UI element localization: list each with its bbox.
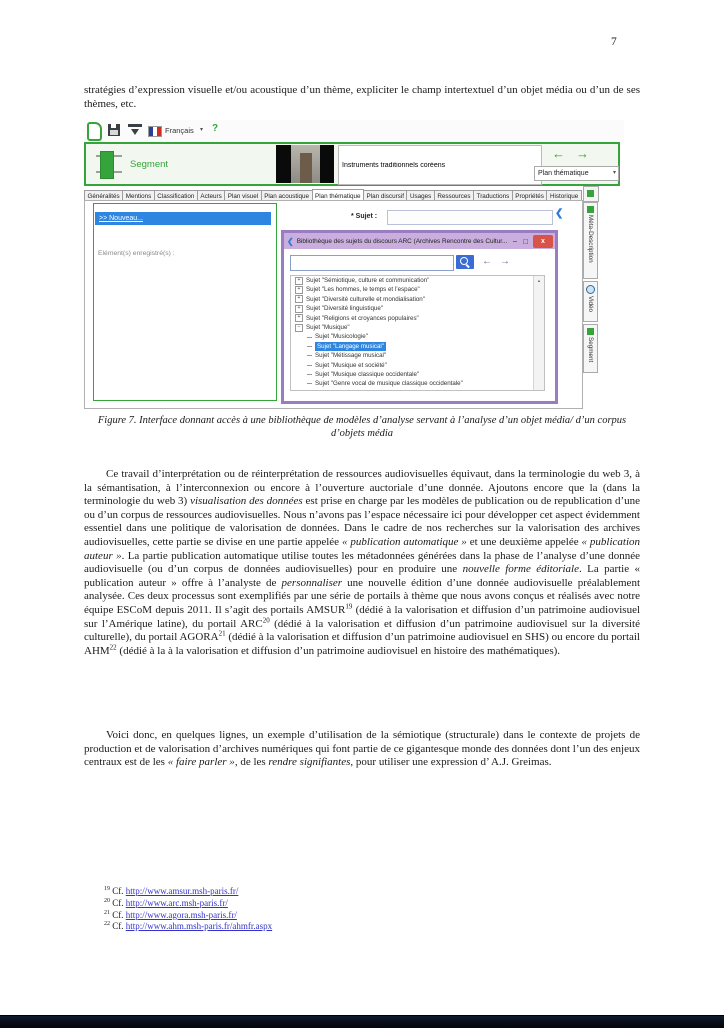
- tab-plan-discursif[interactable]: Plan discursif: [363, 190, 407, 204]
- search-icon: [460, 257, 468, 265]
- sujet-input[interactable]: [387, 210, 553, 225]
- footnote-link[interactable]: http://www.amsur.msh-paris.fr/: [125, 886, 239, 896]
- next-segment-button[interactable]: →: [576, 146, 589, 161]
- segment-tab-icon: [587, 328, 594, 335]
- scroll-up-icon[interactable]: ▲: [537, 278, 541, 283]
- app-toolbar: [84, 120, 624, 142]
- plan-dropdown[interactable]: Plan thématique ▾: [534, 166, 619, 181]
- paragraph-intro: stratégies d’expression visuelle et/ou acoustique d’un thème, expliciter le champ intertextuel d’un objet média ou d’un de ses thèmes, etc.: [84, 84, 640, 110]
- meta-corner-icon: [583, 186, 599, 202]
- page-number: 7: [611, 36, 617, 48]
- new-document-icon[interactable]: [87, 122, 102, 141]
- elements-listbox: [93, 203, 277, 401]
- search-input[interactable]: [290, 255, 454, 271]
- new-element-link[interactable]: >> Nouveau...: [95, 212, 271, 225]
- chevron-down-icon: ▾: [200, 127, 204, 133]
- footnote-link[interactable]: http://www.arc.msh-paris.fr/: [125, 897, 228, 908]
- video-icon: [586, 285, 595, 294]
- expand-icon[interactable]: +: [295, 314, 303, 322]
- tab-classification[interactable]: Classification: [154, 190, 198, 204]
- search-button[interactable]: [456, 255, 474, 269]
- video-thumbnail[interactable]: [276, 145, 334, 183]
- tree-item[interactable]: Sujet "Musicologie": [291, 332, 544, 341]
- footnotes: [104, 886, 564, 933]
- language-selector[interactable]: Français: [165, 126, 194, 135]
- side-tab-strip: [583, 202, 598, 375]
- tree-item[interactable]: Sujet "Musique et société": [291, 361, 544, 370]
- meta-description-icon: [587, 206, 594, 213]
- side-tab-meta-description[interactable]: Méta-Description: [583, 202, 598, 279]
- side-tab-video[interactable]: Vidéo: [583, 281, 598, 322]
- segment-icon: [96, 151, 122, 177]
- tab-content: [84, 200, 583, 409]
- tab-proprietes[interactable]: Propriétés: [512, 190, 548, 204]
- help-button[interactable]: ?: [212, 123, 219, 134]
- expand-icon[interactable]: +: [295, 305, 303, 313]
- forward-arrow-icon[interactable]: →: [500, 256, 510, 267]
- app-screenshot: [84, 120, 624, 408]
- expand-icon[interactable]: +: [295, 277, 303, 285]
- segment-panel: [84, 142, 620, 186]
- close-button[interactable]: x: [533, 235, 553, 248]
- save-icon[interactable]: [108, 124, 120, 136]
- tab-traductions[interactable]: Traductions: [473, 190, 513, 204]
- taskbar-strip: [0, 1015, 724, 1028]
- back-arrow-icon[interactable]: ←: [482, 256, 492, 267]
- saved-elements-label: Elément(s) enregistré(s) :: [98, 250, 175, 257]
- scrollbar[interactable]: [533, 276, 544, 390]
- tab-plan-visuel[interactable]: Plan visuel: [224, 190, 261, 204]
- collapse-icon[interactable]: −: [295, 324, 303, 332]
- tree-item[interactable]: + Sujet "Diversité linguistique": [291, 304, 544, 313]
- tab-generalites[interactable]: Généralités: [84, 190, 123, 204]
- tree-item[interactable]: Sujet "Musique classique occidentale": [291, 370, 544, 379]
- tab-plan-thematique[interactable]: Plan thématique: [312, 189, 365, 204]
- chevron-down-icon: ▾: [612, 170, 616, 176]
- subjects-tree: [290, 275, 545, 391]
- figure-caption: Figure 7. Interface donnant accès à une bibliothèque de modèles d’analyse servant à l’analyse d’un objet média/ d’un corpus d’objets média: [97, 415, 627, 439]
- previous-segment-button[interactable]: ←: [552, 146, 565, 161]
- dialog-title: Bibliothèque des sujets du discours ARC (Archives Rencontre des Cultur...: [296, 237, 508, 245]
- footnote: $^{20}$ Cf. http://www.arc.msh-paris.fr/: [104, 897, 228, 908]
- segment-title-field[interactable]: [338, 145, 542, 185]
- tree-item[interactable]: Sujet "Métissage musical": [291, 351, 544, 360]
- footnote-link[interactable]: http://www.agora.msh-paris.fr/: [125, 909, 237, 920]
- tab-acteurs[interactable]: Acteurs: [197, 190, 225, 204]
- segment-label: Segment: [130, 159, 169, 170]
- sujet-field-label: * Sujet :: [351, 213, 378, 220]
- tree-item[interactable]: + Sujet "Religions et croyances populaires": [291, 314, 544, 323]
- expand-icon[interactable]: +: [295, 286, 303, 294]
- footnote: $^{21}$ Cf. http://www.agora.msh-paris.fr/: [104, 909, 237, 920]
- tree-item[interactable]: − Sujet "Musique": [291, 323, 544, 332]
- expand-icon[interactable]: +: [295, 295, 303, 303]
- tree-item[interactable]: + Sujet "Diversité culturelle et mondialisation": [291, 295, 544, 304]
- dialog-search-row: [290, 255, 543, 270]
- share-icon: ❮: [287, 236, 294, 246]
- tree-item[interactable]: + Sujet "Les hommes, le temps et l’espace": [291, 285, 544, 294]
- tab-historique[interactable]: Historique: [546, 190, 581, 204]
- french-flag-icon[interactable]: [148, 126, 162, 137]
- tab-ressources[interactable]: Ressources: [434, 190, 474, 204]
- tree-item[interactable]: Sujet "Genre vocal de musique classique occidentale": [291, 379, 544, 388]
- tree-item[interactable]: + Sujet "Sémiotique, culture et communication": [291, 276, 544, 285]
- footnote: $^{22}$ Cf. http://www.ahm.msh-paris.fr/ahmfr.aspx: [104, 921, 273, 932]
- tab-plan-acoustique[interactable]: Plan acoustique: [261, 190, 313, 204]
- export-icon[interactable]: [128, 124, 142, 136]
- paragraph-main: Ce travail d’interprétation ou de réinterprétation de ressources audiovisuelles équivaut, dans la terminologie du web 3, à la sémantisation, à l’interconnexion ou encore à l’ouverture auctoriale d’une donnée. Ajoutons encore que la (dans la terminologie du web 3) visualisation des données est prise en charge par les modèles de publication ou de republication d’une ou d’un corpus de ressources audiovisuelles. Nous n’avons pas l’espace nécessaire ici pour développer cet aspect évidemment essentiel dans une politique de valorisation de données. Dans le cadre de nos recherches sur la valorisation des archives audiovisuelles, cette partie se divise en une partie appelée « publication automatique » et une deuxième appelée « publication auteur ». La partie publication automatique utilise toutes les métadonnées générées dans la phase de l’analyse d’une donnée audiovisuelle (ou d’un corpus de données audiovisuelles) pour en produire une nouvelle forme éditoriale. La partie « publication auteur » offre à l’analyste de personnaliser une nouvelle édition d’une donnée audiovisuelle préalablement analysée. Ces deux processus sont exemplifiés par une série de portails à thème que nous avons conçus et réalisés avec notre équipe ESCoM depuis 2011. Il s’agit des portails AMSUR$^{19}$ (dédié à la valorisation et diffusion d’un patrimoine audiovisuel sur l’Amérique latine), du portail ARC$^{20}$ (dédié à la valorisation et diffusion d’un patrimoine audiovisuel sur la diversité culturelle), du portail AGORA$^{21}$ (dédié à la valorisation et diffusion d’un patrimoine audiovisuel en SHS) ou encore du portail AHM$^{22}$ (dédié à la à la valorisation et diffusion d’un patrimoine audiovisuel en histoire des mathématiques).: [84, 468, 641, 657]
- tab-usages[interactable]: Usages: [406, 190, 434, 204]
- library-dialog: [281, 230, 558, 404]
- tab-mentions[interactable]: Mentions: [122, 190, 155, 204]
- library-share-icon[interactable]: ❮: [555, 208, 564, 219]
- dialog-titlebar[interactable]: [284, 233, 555, 249]
- tab-bar: [84, 186, 581, 201]
- tree-item-selected[interactable]: Sujet "Langage musical": [291, 342, 544, 351]
- footnote-link[interactable]: http://www.ahm.msh-paris.fr/ahmfr.aspx: [125, 921, 273, 932]
- maximize-button[interactable]: □: [523, 236, 528, 246]
- side-tab-segment[interactable]: Segment: [583, 324, 598, 373]
- minimize-button[interactable]: −: [512, 236, 518, 246]
- paragraph-closing: Voici donc, en quelques lignes, un exemple d’utilisation de la sémiotique (structurale) dans le contexte de projets de production et de valorisation d’archives numériques qui font partie de ce gigantesque monde des données dont l’un des enjeux centraux est de les « faire parler », de les rendre signifiantes, pour utiliser une expression d’ A.J. Greimas.: [84, 729, 640, 769]
- footnote: $^{19}$ Cf. http://www.amsur.msh-paris.fr/: [104, 886, 239, 896]
